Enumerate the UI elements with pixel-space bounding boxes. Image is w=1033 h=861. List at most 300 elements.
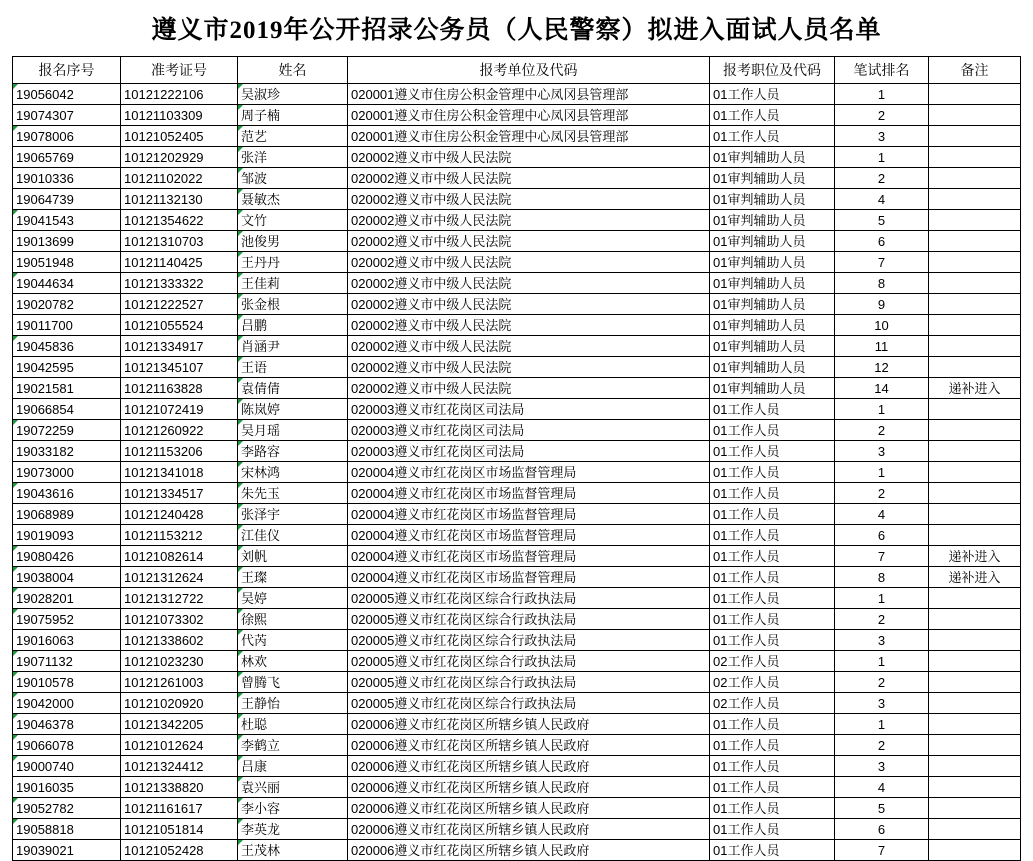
cell-unit: 020002遵义市中级人民法院	[348, 189, 710, 210]
table-row	[13, 273, 1021, 294]
cell-rank: 1	[835, 399, 929, 420]
cell-seq: 19064739	[13, 189, 121, 210]
cell-name: 邹波	[238, 168, 348, 189]
cell-note	[929, 609, 1021, 630]
table-row	[13, 504, 1021, 525]
cell-card: 10121342205	[121, 714, 238, 735]
cell-seq: 19042595	[13, 357, 121, 378]
cell-note: 递补进入	[929, 567, 1021, 588]
cell-card: 10121222106	[121, 84, 238, 105]
cell-name: 袁倩倩	[238, 378, 348, 399]
cell-note	[929, 231, 1021, 252]
cell-unit: 020006遵义市红花岗区所辖乡镇人民政府	[348, 798, 710, 819]
cell-seq: 19066078	[13, 735, 121, 756]
cell-note	[929, 210, 1021, 231]
cell-card: 10121051814	[121, 819, 238, 840]
table-header-row	[13, 57, 1021, 84]
cell-post: 02工作人员	[710, 693, 835, 714]
table-row	[13, 189, 1021, 210]
table-row	[13, 693, 1021, 714]
cell-seq: 19016063	[13, 630, 121, 651]
cell-seq: 19074307	[13, 105, 121, 126]
cell-note	[929, 630, 1021, 651]
table-body	[13, 84, 1021, 861]
table-row	[13, 630, 1021, 651]
cell-unit: 020002遵义市中级人民法院	[348, 273, 710, 294]
table-row	[13, 714, 1021, 735]
cell-note	[929, 399, 1021, 420]
cell-unit: 020002遵义市中级人民法院	[348, 357, 710, 378]
cell-post: 01审判辅助人员	[710, 336, 835, 357]
cell-seq: 19065769	[13, 147, 121, 168]
cell-name: 王静怡	[238, 693, 348, 714]
cell-card: 10121334517	[121, 483, 238, 504]
cell-unit: 020003遵义市红花岗区司法局	[348, 420, 710, 441]
cell-rank: 1	[835, 462, 929, 483]
cell-name: 朱先玉	[238, 483, 348, 504]
cell-name: 张洋	[238, 147, 348, 168]
cell-seq: 19010336	[13, 168, 121, 189]
cell-post: 01工作人员	[710, 525, 835, 546]
cell-card: 10121338820	[121, 777, 238, 798]
cell-post: 01审判辅助人员	[710, 210, 835, 231]
table-row	[13, 756, 1021, 777]
cell-card: 10121341018	[121, 462, 238, 483]
cell-seq: 19038004	[13, 567, 121, 588]
table-row	[13, 777, 1021, 798]
cell-card: 10121052405	[121, 126, 238, 147]
table-row	[13, 609, 1021, 630]
cell-post: 01工作人员	[710, 735, 835, 756]
cell-post: 01工作人员	[710, 567, 835, 588]
cell-note	[929, 819, 1021, 840]
column-header-post: 报考职位及代码	[710, 57, 835, 84]
cell-rank: 5	[835, 210, 929, 231]
cell-name: 林欢	[238, 651, 348, 672]
cell-note	[929, 504, 1021, 525]
cell-note	[929, 735, 1021, 756]
cell-rank: 1	[835, 147, 929, 168]
cell-name: 吕鹏	[238, 315, 348, 336]
cell-seq: 19056042	[13, 84, 121, 105]
cell-rank: 9	[835, 294, 929, 315]
cell-card: 10121132130	[121, 189, 238, 210]
cell-note	[929, 840, 1021, 861]
cell-seq: 19020782	[13, 294, 121, 315]
table-row	[13, 672, 1021, 693]
cell-unit: 020004遵义市红花岗区市场监督管理局	[348, 462, 710, 483]
cell-post: 01工作人员	[710, 777, 835, 798]
table-row	[13, 378, 1021, 399]
column-header-seq: 报名序号	[13, 57, 121, 84]
cell-rank: 1	[835, 651, 929, 672]
cell-note	[929, 273, 1021, 294]
cell-unit: 020004遵义市红花岗区市场监督管理局	[348, 567, 710, 588]
page-title: 遵义市2019年公开招录公务员（人民警察）拟进入面试人员名单	[151, 17, 882, 44]
cell-unit: 020004遵义市红花岗区市场监督管理局	[348, 504, 710, 525]
cell-rank: 2	[835, 735, 929, 756]
cell-seq: 19075952	[13, 609, 121, 630]
cell-card: 10121334917	[121, 336, 238, 357]
cell-card: 10121102022	[121, 168, 238, 189]
cell-unit: 020002遵义市中级人民法院	[348, 147, 710, 168]
cell-unit: 020006遵义市红花岗区所辖乡镇人民政府	[348, 840, 710, 861]
cell-unit: 020006遵义市红花岗区所辖乡镇人民政府	[348, 714, 710, 735]
cell-card: 10121153212	[121, 525, 238, 546]
table-row	[13, 798, 1021, 819]
cell-unit: 020006遵义市红花岗区所辖乡镇人民政府	[348, 819, 710, 840]
cell-post: 01审判辅助人员	[710, 252, 835, 273]
cell-seq: 19078006	[13, 126, 121, 147]
column-header-card: 准考证号	[121, 57, 238, 84]
cell-name: 宋林鸿	[238, 462, 348, 483]
cell-unit: 020003遵义市红花岗区司法局	[348, 441, 710, 462]
cell-unit: 020006遵义市红花岗区所辖乡镇人民政府	[348, 756, 710, 777]
table-row	[13, 840, 1021, 861]
cell-name: 李路容	[238, 441, 348, 462]
cell-note	[929, 126, 1021, 147]
cell-rank: 2	[835, 672, 929, 693]
cell-name: 周子楠	[238, 105, 348, 126]
cell-rank: 1	[835, 714, 929, 735]
cell-unit: 020002遵义市中级人民法院	[348, 315, 710, 336]
cell-rank: 6	[835, 525, 929, 546]
cell-seq: 19073000	[13, 462, 121, 483]
cell-seq: 19080426	[13, 546, 121, 567]
cell-name: 吴淑珍	[238, 84, 348, 105]
table-row	[13, 420, 1021, 441]
cell-note	[929, 168, 1021, 189]
cell-post: 01审判辅助人员	[710, 231, 835, 252]
cell-rank: 6	[835, 819, 929, 840]
cell-rank: 6	[835, 231, 929, 252]
cell-unit: 020005遵义市红花岗区综合行政执法局	[348, 588, 710, 609]
cell-post: 01工作人员	[710, 630, 835, 651]
cell-card: 10121072419	[121, 399, 238, 420]
cell-post: 01审判辅助人员	[710, 168, 835, 189]
cell-unit: 020005遵义市红花岗区综合行政执法局	[348, 693, 710, 714]
table-row	[13, 483, 1021, 504]
cell-post: 01工作人员	[710, 588, 835, 609]
cell-note	[929, 189, 1021, 210]
cell-unit: 020005遵义市红花岗区综合行政执法局	[348, 672, 710, 693]
cell-note: 递补进入	[929, 378, 1021, 399]
cell-rank: 2	[835, 420, 929, 441]
cell-note	[929, 441, 1021, 462]
table-row	[13, 525, 1021, 546]
table-row	[13, 315, 1021, 336]
table-row	[13, 546, 1021, 567]
cell-name: 曾腾飞	[238, 672, 348, 693]
cell-name: 王茂林	[238, 840, 348, 861]
cell-card: 10121023230	[121, 651, 238, 672]
cell-rank: 7	[835, 840, 929, 861]
cell-post: 01工作人员	[710, 420, 835, 441]
cell-card: 10121312722	[121, 588, 238, 609]
cell-seq: 19000740	[13, 756, 121, 777]
column-header-note: 备注	[929, 57, 1021, 84]
cell-rank: 1	[835, 84, 929, 105]
cell-post: 01工作人员	[710, 756, 835, 777]
cell-note: 递补进入	[929, 546, 1021, 567]
cell-unit: 020002遵义市中级人民法院	[348, 252, 710, 273]
cell-rank: 8	[835, 567, 929, 588]
cell-post: 02工作人员	[710, 672, 835, 693]
table-row	[13, 294, 1021, 315]
cell-name: 张泽宇	[238, 504, 348, 525]
table-row	[13, 567, 1021, 588]
cell-rank: 1	[835, 588, 929, 609]
cell-rank: 3	[835, 756, 929, 777]
cell-card: 10121103309	[121, 105, 238, 126]
cell-card: 10121240428	[121, 504, 238, 525]
cell-note	[929, 84, 1021, 105]
table-row	[13, 105, 1021, 126]
cell-rank: 2	[835, 105, 929, 126]
cell-post: 01工作人员	[710, 105, 835, 126]
cell-note	[929, 252, 1021, 273]
cell-note	[929, 357, 1021, 378]
cell-name: 王丹丹	[238, 252, 348, 273]
table-row	[13, 588, 1021, 609]
cell-note	[929, 714, 1021, 735]
cell-note	[929, 588, 1021, 609]
column-header-rank: 笔试排名	[835, 57, 929, 84]
cell-seq: 19068989	[13, 504, 121, 525]
cell-name: 李鹤立	[238, 735, 348, 756]
table-row	[13, 357, 1021, 378]
cell-rank: 2	[835, 609, 929, 630]
cell-post: 01工作人员	[710, 441, 835, 462]
cell-name: 杜聪	[238, 714, 348, 735]
cell-seq: 19041543	[13, 210, 121, 231]
cell-post: 01工作人员	[710, 609, 835, 630]
cell-seq: 19028201	[13, 588, 121, 609]
cell-unit: 020002遵义市中级人民法院	[348, 378, 710, 399]
cell-rank: 2	[835, 483, 929, 504]
cell-unit: 020005遵义市红花岗区综合行政执法局	[348, 609, 710, 630]
roster-table	[12, 56, 1021, 861]
cell-unit: 020002遵义市中级人民法院	[348, 168, 710, 189]
cell-name: 李小容	[238, 798, 348, 819]
cell-post: 01工作人员	[710, 714, 835, 735]
cell-unit: 020006遵义市红花岗区所辖乡镇人民政府	[348, 735, 710, 756]
cell-note	[929, 798, 1021, 819]
cell-note	[929, 672, 1021, 693]
cell-post: 01工作人员	[710, 84, 835, 105]
cell-post: 01审判辅助人员	[710, 273, 835, 294]
cell-unit: 020004遵义市红花岗区市场监督管理局	[348, 546, 710, 567]
cell-seq: 19058818	[13, 819, 121, 840]
cell-card: 10121260922	[121, 420, 238, 441]
cell-note	[929, 294, 1021, 315]
cell-seq: 19051948	[13, 252, 121, 273]
table-row	[13, 126, 1021, 147]
cell-name: 代芮	[238, 630, 348, 651]
cell-unit: 020002遵义市中级人民法院	[348, 210, 710, 231]
cell-card: 10121082614	[121, 546, 238, 567]
cell-post: 01工作人员	[710, 840, 835, 861]
cell-rank: 11	[835, 336, 929, 357]
cell-card: 10121073302	[121, 609, 238, 630]
cell-unit: 020004遵义市红花岗区市场监督管理局	[348, 525, 710, 546]
cell-note	[929, 756, 1021, 777]
table-row	[13, 462, 1021, 483]
cell-name: 刘帆	[238, 546, 348, 567]
cell-rank: 10	[835, 315, 929, 336]
cell-name: 江佳仪	[238, 525, 348, 546]
table-row	[13, 147, 1021, 168]
cell-post: 01工作人员	[710, 546, 835, 567]
cell-unit: 020001遵义市住房公积金管理中心凤冈县管理部	[348, 84, 710, 105]
cell-name: 徐熙	[238, 609, 348, 630]
cell-rank: 4	[835, 189, 929, 210]
cell-card: 10121324412	[121, 756, 238, 777]
cell-note	[929, 105, 1021, 126]
cell-name: 范艺	[238, 126, 348, 147]
cell-rank: 5	[835, 798, 929, 819]
cell-post: 01工作人员	[710, 126, 835, 147]
cell-seq: 19021581	[13, 378, 121, 399]
cell-card: 10121202929	[121, 147, 238, 168]
cell-seq: 19072259	[13, 420, 121, 441]
cell-card: 10121140425	[121, 252, 238, 273]
cell-post: 01工作人员	[710, 462, 835, 483]
cell-unit: 020003遵义市红花岗区司法局	[348, 399, 710, 420]
cell-rank: 3	[835, 630, 929, 651]
cell-seq: 19042000	[13, 693, 121, 714]
cell-rank: 8	[835, 273, 929, 294]
cell-seq: 19071132	[13, 651, 121, 672]
cell-post: 01工作人员	[710, 504, 835, 525]
cell-note	[929, 420, 1021, 441]
cell-note	[929, 525, 1021, 546]
table-row	[13, 819, 1021, 840]
cell-seq: 19046378	[13, 714, 121, 735]
table-row	[13, 84, 1021, 105]
cell-post: 01审判辅助人员	[710, 189, 835, 210]
cell-note	[929, 483, 1021, 504]
cell-unit: 020001遵义市住房公积金管理中心凤冈县管理部	[348, 126, 710, 147]
cell-post: 01工作人员	[710, 483, 835, 504]
table-row	[13, 735, 1021, 756]
cell-card: 10121310703	[121, 231, 238, 252]
cell-card: 10121055524	[121, 315, 238, 336]
table-row	[13, 336, 1021, 357]
table-row	[13, 441, 1021, 462]
table-row	[13, 399, 1021, 420]
cell-unit: 020005遵义市红花岗区综合行政执法局	[348, 651, 710, 672]
cell-seq: 19013699	[13, 231, 121, 252]
cell-seq: 19066854	[13, 399, 121, 420]
cell-post: 01审判辅助人员	[710, 147, 835, 168]
cell-seq: 19010578	[13, 672, 121, 693]
cell-name: 李英龙	[238, 819, 348, 840]
cell-post: 01审判辅助人员	[710, 357, 835, 378]
cell-name: 吕康	[238, 756, 348, 777]
cell-post: 01工作人员	[710, 798, 835, 819]
cell-seq: 19011700	[13, 315, 121, 336]
cell-rank: 7	[835, 546, 929, 567]
cell-seq: 19016035	[13, 777, 121, 798]
cell-card: 10121052428	[121, 840, 238, 861]
cell-note	[929, 315, 1021, 336]
cell-card: 10121345107	[121, 357, 238, 378]
cell-rank: 12	[835, 357, 929, 378]
cell-name: 池俊男	[238, 231, 348, 252]
cell-seq: 19033182	[13, 441, 121, 462]
cell-name: 王佳莉	[238, 273, 348, 294]
cell-rank: 14	[835, 378, 929, 399]
cell-rank: 4	[835, 504, 929, 525]
cell-note	[929, 336, 1021, 357]
cell-post: 01工作人员	[710, 819, 835, 840]
cell-card: 10121161617	[121, 798, 238, 819]
cell-card: 10121354622	[121, 210, 238, 231]
cell-name: 吴婷	[238, 588, 348, 609]
cell-name: 吴月瑶	[238, 420, 348, 441]
cell-unit: 020002遵义市中级人民法院	[348, 231, 710, 252]
cell-card: 10121222527	[121, 294, 238, 315]
cell-rank: 4	[835, 777, 929, 798]
cell-rank: 3	[835, 441, 929, 462]
cell-note	[929, 693, 1021, 714]
cell-unit: 020004遵义市红花岗区市场监督管理局	[348, 483, 710, 504]
column-header-unit: 报考单位及代码	[348, 57, 710, 84]
cell-name: 陈岚婷	[238, 399, 348, 420]
cell-name: 王璨	[238, 567, 348, 588]
cell-note	[929, 147, 1021, 168]
cell-name: 聂敏杰	[238, 189, 348, 210]
cell-seq: 19044634	[13, 273, 121, 294]
cell-name: 张金根	[238, 294, 348, 315]
table-row	[13, 252, 1021, 273]
table-row	[13, 168, 1021, 189]
cell-name: 王语	[238, 357, 348, 378]
cell-seq: 19043616	[13, 483, 121, 504]
cell-seq: 19039021	[13, 840, 121, 861]
cell-unit: 020006遵义市红花岗区所辖乡镇人民政府	[348, 777, 710, 798]
cell-post: 01审判辅助人员	[710, 378, 835, 399]
table-row	[13, 210, 1021, 231]
cell-card: 10121020920	[121, 693, 238, 714]
cell-unit: 020005遵义市红花岗区综合行政执法局	[348, 630, 710, 651]
cell-note	[929, 651, 1021, 672]
cell-note	[929, 777, 1021, 798]
cell-seq: 19045836	[13, 336, 121, 357]
cell-unit: 020001遵义市住房公积金管理中心凤冈县管理部	[348, 105, 710, 126]
cell-post: 01审判辅助人员	[710, 315, 835, 336]
column-header-name: 姓名	[238, 57, 348, 84]
table-row	[13, 651, 1021, 672]
cell-post: 01审判辅助人员	[710, 294, 835, 315]
cell-card: 10121261003	[121, 672, 238, 693]
cell-card: 10121163828	[121, 378, 238, 399]
cell-post: 02工作人员	[710, 651, 835, 672]
cell-rank: 2	[835, 168, 929, 189]
cell-name: 文竹	[238, 210, 348, 231]
cell-seq: 19019093	[13, 525, 121, 546]
cell-card: 10121312624	[121, 567, 238, 588]
cell-rank: 3	[835, 693, 929, 714]
cell-rank: 7	[835, 252, 929, 273]
cell-card: 10121153206	[121, 441, 238, 462]
cell-unit: 020002遵义市中级人民法院	[348, 336, 710, 357]
cell-card: 10121338602	[121, 630, 238, 651]
cell-unit: 020002遵义市中级人民法院	[348, 294, 710, 315]
table-row	[13, 231, 1021, 252]
cell-post: 01工作人员	[710, 399, 835, 420]
